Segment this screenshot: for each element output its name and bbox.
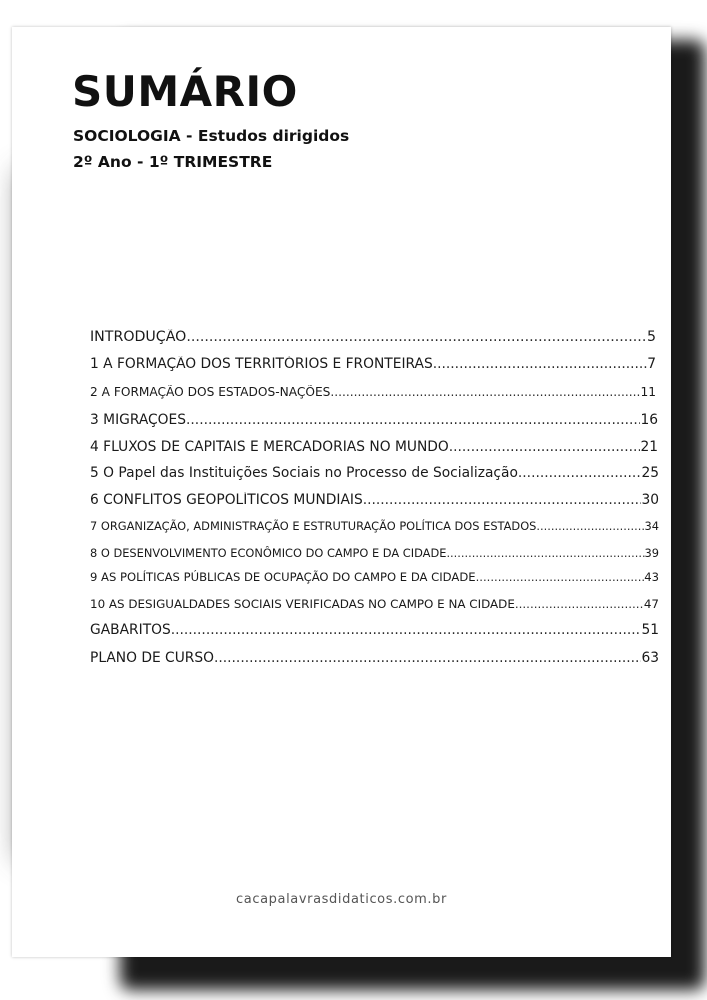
toc-leader-dots <box>186 329 647 345</box>
toc-entry-page: 34 <box>644 519 659 533</box>
toc-entry-title: 4 FLUXOS DE CAPITAIS E MERCADORIAS NO MUNDO <box>90 439 449 455</box>
toc-leader-dots <box>330 385 640 399</box>
toc-entry-page: 39 <box>644 546 659 560</box>
toc-entry-title: INTRODUÇÃO <box>90 329 187 345</box>
toc-entry <box>90 412 658 428</box>
toc-entry <box>90 385 656 399</box>
toc-entry-title: PLANO DE CURSO <box>90 650 214 666</box>
grade-subtitle: 2º Ano - 1º TRIMESTRE <box>73 153 273 171</box>
toc-entry <box>90 597 659 611</box>
toc-leader-dots <box>214 650 641 666</box>
toc-entry-page: 47 <box>643 597 659 611</box>
toc-entry <box>90 439 658 455</box>
toc-entry-title: 6 CONFLITOS GEOPOLÍTICOS MUNDIAIS <box>90 492 363 508</box>
toc-entry <box>90 492 659 508</box>
toc-entry-page: 25 <box>641 465 659 481</box>
toc-entry-title: 5 O Papel das Instituições Sociais no Processo de Socialização <box>90 465 518 481</box>
toc-leader-dots <box>186 412 640 428</box>
toc-entry-page: 51 <box>641 622 659 638</box>
toc-entry-page: 16 <box>640 412 658 428</box>
toc-leader-dots <box>433 356 647 372</box>
toc-entry-title: 1 A FORMAÇÃO DOS TERRITÓRIOS E FRONTEIRAS <box>90 356 433 372</box>
toc-entry-page: 7 <box>647 356 656 372</box>
toc-entry-page: 63 <box>641 650 659 666</box>
toc-entry-page: 5 <box>646 329 656 345</box>
toc-entry-title: 2 A FORMAÇÃO DOS ESTADOS-NAÇÕES <box>90 385 331 399</box>
toc-entry <box>90 546 659 560</box>
page-title: SUMÁRIO <box>72 67 298 116</box>
toc-entry-title: GABARITOS <box>90 622 171 638</box>
footer-website: cacapalavrasdidaticos.com.br <box>236 892 447 907</box>
toc-entry <box>90 519 659 533</box>
toc-entry <box>90 465 659 481</box>
subject-subtitle: SOCIOLOGIA - Estudos dirigidos <box>73 127 350 145</box>
document-page <box>12 27 671 957</box>
toc-entry <box>90 356 656 372</box>
toc-leader-dots <box>449 439 641 455</box>
toc-entry-title: 10 AS DESIGUALDADES SOCIAIS VERIFICADAS NO CAMPO E NA CIDADE <box>90 597 515 611</box>
toc-entry-title: 9 AS POLÍTICAS PÚBLICAS DE OCUPAÇÃO DO CAMPO E DA CIDADE <box>90 570 476 584</box>
toc-entry <box>90 622 659 638</box>
toc-entry <box>90 650 659 666</box>
toc-leader-dots <box>446 546 644 560</box>
toc-entry-page: 30 <box>641 492 659 508</box>
toc-entry-page: 11 <box>640 385 656 399</box>
toc-entry <box>90 570 659 584</box>
toc-leader-dots <box>171 622 642 638</box>
toc-entry-page: 21 <box>640 439 658 455</box>
toc-entry-title: 7 ORGANIZAÇÃO, ADMINISTRAÇÃO E ESTRUTURAÇÃO POLÍTICA DOS ESTADOS <box>90 519 537 533</box>
toc-leader-dots <box>515 597 644 611</box>
toc-entry-title: 8 O DESENVOLVIMENTO ECONÔMICO DO CAMPO E DA CIDADE <box>90 546 447 560</box>
toc-leader-dots <box>476 570 645 584</box>
toc-leader-dots <box>536 519 644 533</box>
toc-entry-page: 43 <box>644 570 659 584</box>
toc-leader-dots <box>518 465 642 481</box>
toc-entry-title: 3 MIGRAÇÕES <box>90 412 187 428</box>
toc-leader-dots <box>363 492 642 508</box>
toc-entry <box>90 329 656 345</box>
